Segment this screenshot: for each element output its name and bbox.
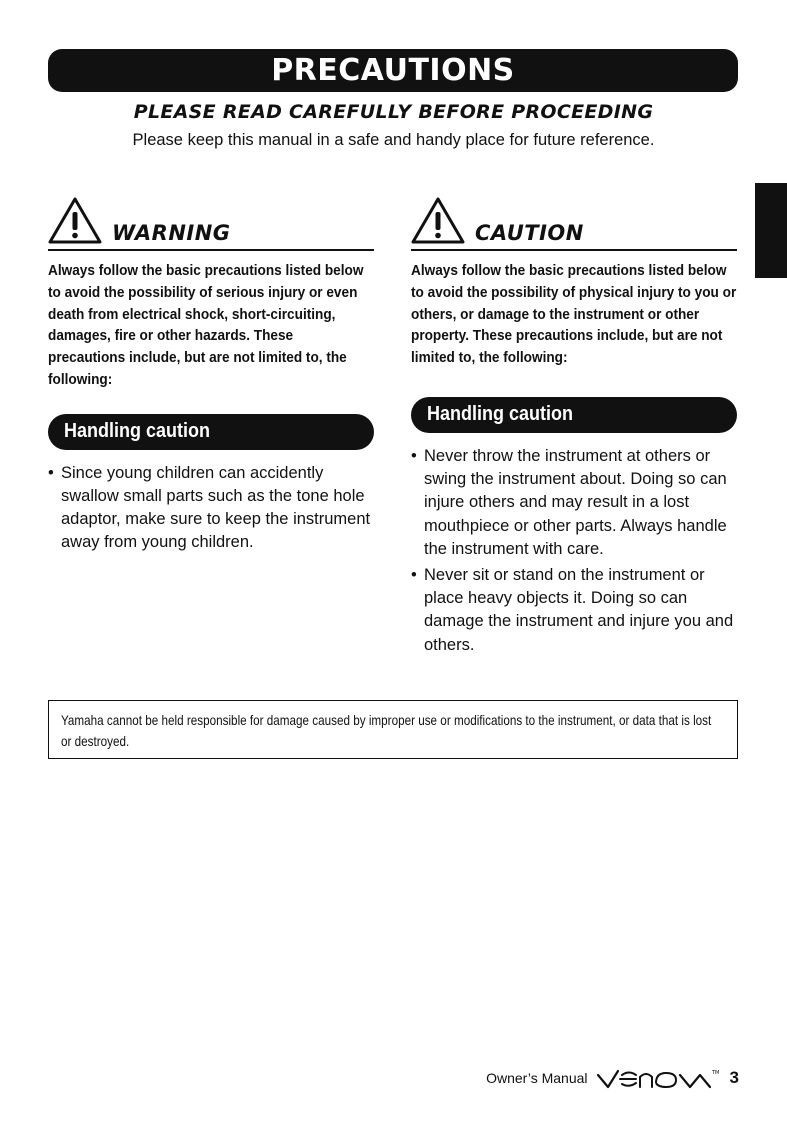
- disclaimer-box: [48, 700, 738, 759]
- title-banner: [48, 49, 738, 92]
- list-item: • Never throw the instrument at others or swing the instrument about. Doing so can injure others and may result in a lost mouthpiece or other parts. Always handle the instrument with care.: [411, 445, 737, 561]
- subtitle: PLEASE READ CAREFULLY BEFORE PROCEEDING: [133, 101, 654, 123]
- disclaimer-text: Yamaha cannot be held responsible for damage caused by improper use or modifications to the instrument, or data that is lost or destroyed.: [61, 713, 712, 749]
- warning-intro: Always follow the basic precautions listed below to avoid the possibility of serious injury or even death from electrical shock, short-circuiting, damages, fire or other hazards. These precautions include, but are not limited to, the following:: [48, 263, 364, 388]
- warning-section-title: [48, 414, 374, 450]
- warning-header: [48, 196, 374, 251]
- caution-bullet-list: [411, 445, 737, 657]
- caution-section-label: Handling caution: [427, 403, 573, 426]
- warning-triangle-icon: [48, 196, 102, 244]
- list-item: • Since young children can accidently swallow small parts such as the tone hole adaptor, make sure to keep the instrument away from young children.: [48, 462, 374, 555]
- reference-note: Please keep this manual in a safe and handy place for future reference.: [132, 131, 655, 149]
- page-title: PRECAUTIONS: [271, 53, 515, 88]
- side-tab-marker: [755, 183, 787, 278]
- venova-logo: [596, 1067, 720, 1089]
- warning-section-label: Handling caution: [64, 420, 210, 443]
- warning-triangle-icon: [411, 196, 465, 244]
- caution-intro: Always follow the basic precautions listed below to avoid the possibility of physical injury to you or others, or damage to the instrument or other property. These precautions include, but are not limited to, the following:: [411, 263, 737, 367]
- caution-section-title: [411, 397, 737, 433]
- page-number: 3: [729, 1068, 739, 1087]
- list-item: • Never sit or stand on the instrument or place heavy objects it. Doing so can damage the instrument and injure you and others.: [411, 564, 737, 657]
- warning-bullet-list: [48, 462, 374, 555]
- svg-text:TM: TM: [711, 1070, 719, 1076]
- caution-heading: CAUTION: [475, 221, 584, 245]
- warning-column: [48, 196, 374, 558]
- caution-header: [411, 196, 737, 251]
- footer-label: Owner’s Manual: [486, 1070, 588, 1086]
- warning-heading: WARNING: [112, 221, 231, 245]
- caution-column: [411, 196, 737, 660]
- page-footer: [486, 1066, 739, 1090]
